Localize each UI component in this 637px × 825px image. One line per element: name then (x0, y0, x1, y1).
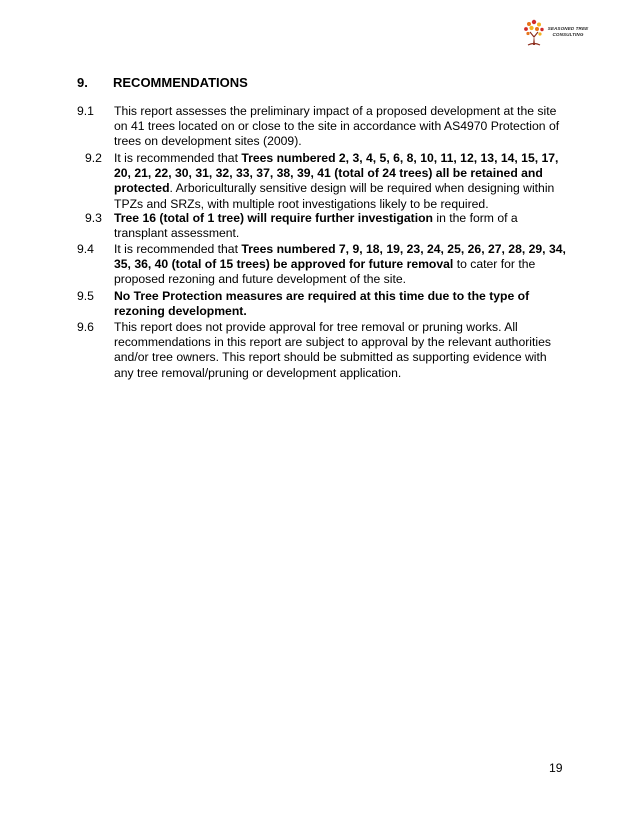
logo-text (545, 26, 591, 38)
item-bold-part: Trees numbered 7, 9, 18, 19, 23, 24, 25, 26, 27, 28, 29, 34, 35, 36, 40 (total of 15 trees) be approved for future removal (114, 242, 566, 272)
item-text-part: in the form of a transplant assessment. (114, 211, 518, 241)
section-heading (77, 75, 248, 90)
item-bold-part: No Tree Protection measures are required at this time due to the type of rezoning development. (114, 289, 530, 319)
item-bold-part: Trees numbered 2, 3, 4, 5, 6, 8, 10, 11, 12, 13, 14, 15, 17, 20, 21, 22, 30, 31, 32, 33, 37, 38, 39, 41 (total of 24 trees) all be retained and protected (114, 151, 559, 196)
section-number: 9. (77, 75, 88, 90)
section-title: RECOMMENDATIONS (113, 75, 248, 90)
item-text-part: It is recommended that (114, 242, 242, 256)
item-text (114, 289, 566, 319)
logo-line-2: CONSULTING (552, 32, 584, 37)
company-logo (522, 17, 592, 49)
item-text (114, 211, 566, 241)
item-number: 9.6 (77, 320, 94, 334)
tree-logo-icon (522, 17, 546, 49)
item-text (114, 242, 566, 288)
item-number: 9.5 (77, 289, 94, 303)
item-text: This report does not provide approval for tree removal or pruning works. All recommendations in this report are subject to approval by the relevant authorities and/or tree owners. This report should be submitted as supporting evidence with any tree removal/pruning or development application. (114, 320, 551, 380)
logo-line-1: SEASONED TREE (547, 26, 589, 31)
item-text (114, 151, 566, 212)
item-number: 9.1 (77, 104, 94, 118)
item-number: 9.3 (85, 211, 102, 225)
page-number: 19 (549, 761, 563, 775)
item-text-part: . Arboriculturally sensitive design will be required when designing within TPZs and SRZs, with multiple root investigations likely to be required. (114, 181, 555, 211)
item-text-part: It is recommended that (114, 151, 242, 165)
item-text-part: to cater for the proposed rezoning and future development of the site. (114, 257, 536, 287)
item-text: This report assesses the preliminary impact of a proposed development at the site on 41 trees located on or close to the site in accordance with AS4970 Protection of trees on development sites (2009). (114, 104, 560, 149)
item-number: 9.4 (77, 242, 94, 256)
item-number: 9.2 (85, 151, 102, 165)
item-bold-part: Tree 16 (total of 1 tree) will require further investigation (114, 211, 433, 225)
